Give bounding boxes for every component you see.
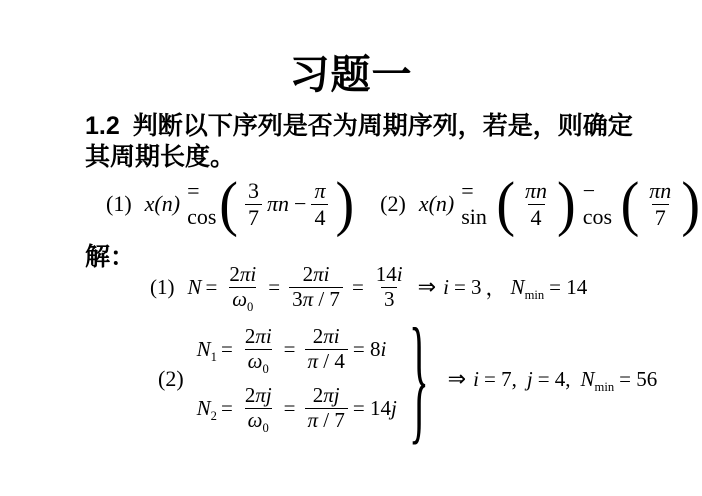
rhs-value: = 8	[352, 337, 381, 362]
problem-statement	[85, 111, 665, 173]
denominator	[305, 408, 348, 433]
denominator-it: ω	[247, 349, 263, 374]
equals-sign: =	[268, 274, 281, 299]
numerator-up: 14	[375, 261, 397, 286]
formula-2: (2) x(n) = sin ( $\frac{\pi n}{4}$ ) − cos ( $\frac{\pi n}{7}$ )	[380, 169, 700, 239]
fraction	[522, 178, 550, 229]
rhs-variable: j	[390, 395, 397, 420]
solution-2-label: (2)	[158, 366, 184, 391]
denominator	[381, 287, 398, 312]
fraction	[373, 263, 406, 312]
equation-system	[196, 324, 397, 436]
denominator	[652, 204, 669, 230]
denominator	[289, 287, 343, 312]
variable-i: i	[473, 366, 479, 391]
system-brace: }	[408, 298, 429, 458]
solution-2-result	[441, 367, 658, 392]
numerator	[373, 263, 406, 287]
function-name: x(n)	[144, 191, 181, 216]
rhs-variable: i	[380, 337, 387, 362]
variable-N: N	[196, 337, 211, 362]
numerator-up: 2	[312, 324, 324, 349]
variable-j: j	[526, 366, 533, 391]
numerator-up: 2	[244, 383, 256, 407]
fraction	[311, 178, 328, 229]
denominator-it: ω	[232, 286, 248, 311]
fraction	[305, 384, 348, 433]
implies-arrow: ⇒	[447, 366, 467, 392]
equals-sign: =	[220, 337, 233, 362]
equals-sign: =	[351, 274, 364, 299]
denominator	[311, 204, 328, 230]
denominator	[528, 204, 545, 230]
denominator-up: 3	[292, 286, 303, 311]
numerator-it: πi	[313, 261, 330, 286]
numerator	[226, 263, 259, 287]
numerator-up: 2	[302, 261, 314, 286]
fraction	[646, 178, 674, 229]
operator: = cos	[187, 178, 217, 229]
fraction	[245, 178, 262, 229]
solution-line-1	[150, 254, 587, 320]
variable-N: N	[580, 366, 595, 391]
solution-1-label: (1)	[150, 274, 175, 299]
formula-1: (1) x(n) = cos ( $\frac{3}{7}$ πn − $\frac{\pi}{4}$ )	[106, 169, 355, 239]
equation-n1	[196, 324, 397, 377]
problem-line-2	[85, 142, 665, 173]
min-subscript: min	[594, 379, 615, 394]
numerator-text: πn	[525, 178, 548, 204]
numerator-text: π	[314, 178, 326, 204]
solution-line-2	[158, 298, 658, 458]
equals-sign: =	[205, 274, 218, 299]
equals-sign: =	[220, 395, 233, 420]
comma: ，	[485, 276, 507, 300]
numerator-it: πi	[323, 324, 340, 349]
denominator-sub: 0	[262, 362, 269, 377]
problem-text-line1: 判断以下序列是否为周期序列，若是，则确定	[132, 112, 633, 140]
implies-arrow: ⇒	[417, 274, 437, 300]
denominator-text: 7	[654, 204, 666, 230]
numerator	[242, 325, 275, 349]
denominator-it: π	[307, 407, 319, 432]
denominator	[245, 204, 262, 230]
denominator-tail: / 7	[318, 407, 345, 432]
value-n-min: = 14	[549, 274, 588, 299]
denominator-sub: 0	[262, 421, 269, 436]
subscript-1: 1	[210, 350, 217, 365]
n-min-group	[581, 367, 615, 392]
denominator	[245, 407, 272, 436]
denominator-it: π	[302, 286, 314, 311]
equation-n2	[196, 383, 397, 436]
problem-line-1	[85, 111, 665, 142]
formula-2-label: (2)	[380, 191, 406, 216]
slide-title: 习题一	[289, 53, 413, 97]
problem-formulas	[106, 169, 702, 239]
solution-heading: 解：	[85, 243, 136, 271]
numerator-up: 2	[312, 383, 324, 407]
variable-N: N	[510, 274, 525, 299]
denominator	[229, 287, 256, 312]
numerator-text: 3	[247, 178, 259, 204]
numerator-text: πn	[649, 178, 672, 204]
variable-N: N	[187, 274, 202, 299]
n-min-group	[511, 275, 545, 300]
numerator	[310, 325, 343, 349]
numerator	[242, 384, 275, 408]
denominator-text: 7	[247, 204, 259, 230]
value-j: = 4,	[537, 366, 571, 391]
numerator	[310, 384, 343, 408]
fraction	[242, 383, 275, 436]
minus-sign: −	[294, 191, 307, 216]
denominator-sub: 0	[247, 299, 254, 314]
fraction	[305, 325, 348, 374]
n1-group	[196, 337, 217, 365]
numerator	[522, 178, 550, 203]
denominator-up: 3	[383, 286, 395, 311]
numerator	[245, 178, 262, 203]
denominator	[245, 349, 272, 377]
fraction	[226, 263, 259, 312]
denominator-it: π	[307, 349, 319, 374]
min-subscript: min	[524, 287, 545, 302]
value-i: = 3	[453, 274, 482, 299]
equals-sign: =	[283, 395, 296, 420]
value-n-min: = 56	[619, 366, 658, 391]
numerator	[300, 263, 333, 287]
n2-group	[196, 395, 217, 424]
numerator-up: 2	[244, 324, 256, 349]
variable-N: N	[196, 395, 211, 420]
numerator-it: πj	[323, 383, 340, 407]
numerator-it: πj	[255, 383, 272, 407]
denominator-tail: / 7	[313, 286, 340, 311]
rhs-value: = 14	[352, 395, 391, 420]
term: πn	[266, 191, 290, 216]
numerator-up: 2	[229, 261, 240, 286]
minus-cos-operator: − cos	[582, 178, 613, 229]
operator: = sin	[461, 178, 487, 229]
numerator-it: πi	[255, 324, 272, 349]
numerator-it: πi	[239, 261, 257, 286]
problem-text-line2: 其周期长度。	[85, 143, 236, 171]
fraction	[289, 263, 343, 312]
formula-1-label: (1)	[106, 191, 132, 216]
denominator-text: 4	[530, 204, 542, 230]
numerator	[311, 178, 328, 203]
subscript-2: 2	[210, 409, 217, 424]
numerator-it: i	[396, 261, 403, 286]
denominator-it: ω	[247, 407, 263, 432]
denominator-text: 4	[314, 204, 326, 230]
denominator	[305, 349, 348, 374]
fraction	[242, 324, 275, 377]
variable-i: i	[443, 274, 449, 299]
value-i: = 7,	[484, 366, 517, 391]
problem-number: 1.2	[85, 112, 120, 140]
equals-sign: =	[283, 337, 296, 362]
function-name: x(n)	[418, 191, 455, 216]
numerator	[646, 178, 674, 203]
denominator-tail: / 4	[318, 349, 345, 374]
